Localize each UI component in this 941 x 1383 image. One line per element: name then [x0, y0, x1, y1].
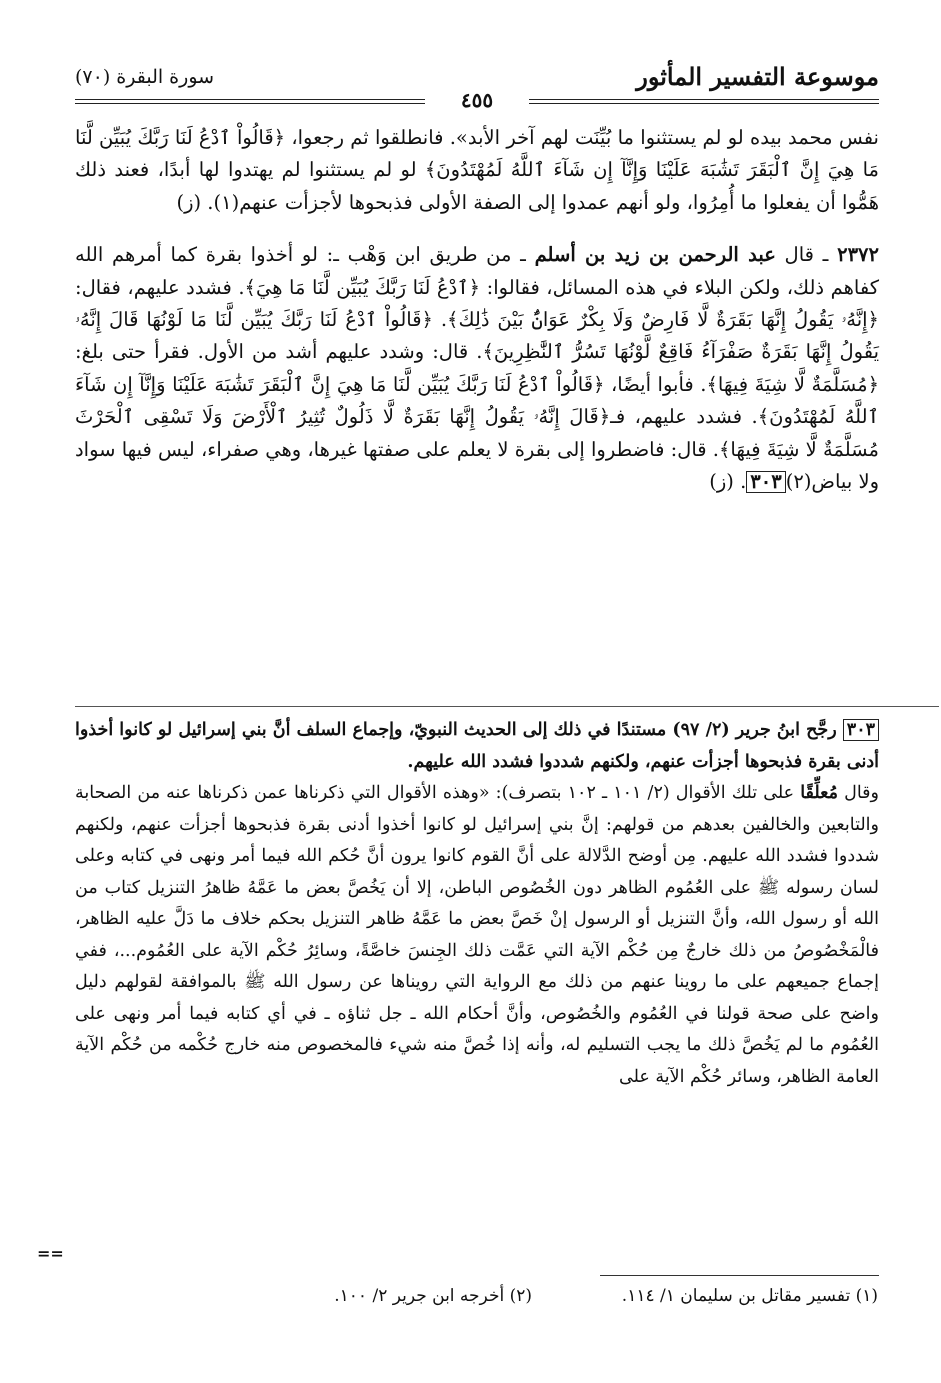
continuation-mark: == — [37, 1244, 64, 1263]
footnote-separator — [75, 706, 939, 707]
main-text — [75, 122, 879, 498]
footnotes-separator — [600, 1275, 879, 1276]
annotation-line2-lead: وقال — [838, 783, 879, 803]
narration-end: . (ز) — [709, 470, 747, 494]
narrator-name: عبد الرحمن بن زيد بن أسلم — [534, 243, 776, 267]
book-title: موسوعة التفسير المأثور — [636, 62, 879, 91]
annotation-ref: ٣٠٣ — [746, 471, 785, 493]
annotation-lead: رجَّح — [799, 720, 843, 740]
annotation-para-1 — [75, 715, 879, 778]
paragraph-continuation — [75, 122, 879, 219]
annotation-line1: (٢/ ٩٧) مستندًا في ذلك إلى الحديث النبويّ، وإجماع السلف أنَّ بني إسرائيل لو كانوا أخذوا أدنى بقرة فذبحوها أجزأت عنهم، ولكنهم شددوا فشدد الله عليهم. — [75, 720, 879, 772]
annotation-author: ابنُ جرير — [735, 720, 800, 740]
annotation-box — [75, 715, 879, 1093]
annotation-number: ٣٠٣ — [843, 719, 879, 741]
narration-prefix: ـ قال — [775, 243, 838, 267]
narration-2372 — [75, 239, 879, 498]
paragraph-text: نفس محمد بيده لو لم يستثنوا ما بُيِّنَت لهم آخر الأبد». فانطلقوا ثم رجعوا، ﴿قَالُواْ ٱدْعُ لَنَا رَبَّكَ يُبَيِّن لَّنَا مَا هِيَ إِنَّ ٱلْبَقَرَ تَشَٰبَهَ عَلَيْنَا وَإِنَّآ إِن شَآءَ ٱللَّهُ لَمُهْتَدُونَ﴾ لو لم يستثنوا لم يهتدوا لها أبدًا، فعند ذلك هَمُّوا أن يفعلوا ما أُمِرُوا، ولو أنهم عمدوا إلى الصفة الأولى فذبحوها لأجزأت عنهم(١). (ز) — [75, 126, 879, 214]
narration-text: ـ من طريق ابن وَهْب ـ: لو أخذوا بقرة كما أمرهم الله كفاهم ذلك، ولكن البلاء في هذه المسائل، فقالوا: ﴿ٱدْعُ لَنَا رَبَّكَ يُبَيِّن لَّنَا مَا هِيَ﴾. فشدد عليهم، فقال: ﴿إِنَّهُۥ يَقُولُ إِنَّهَا بَقَرَةٌ لَّا فَارِضٌ وَلَا بِكْرٌ عَوَانٌۢ بَيْنَ ذَٰلِكَ﴾. ﴿قَالُواْ ٱدْعُ لَنَا رَبَّكَ يُبَيِّن لَّنَا مَا لَوْنُهَا قَالَ إِنَّهُۥ يَقُولُ إِنَّهَا بَقَرَةٌ صَفْرَآءُ فَاقِعٌ لَّوْنُهَا تَسُرُّ ٱلنَّٰظِرِينَ﴾. قال: وشدد عليهم أشد من الأول. فقرأ حتى بلغ: ﴿مُسَلَّمَةٌ لَّا شِيَةَ فِيهَا﴾. فأبوا أيضًا، ﴿قَالُواْ ٱدْعُ لَنَا رَبَّكَ يُبَيِّن لَّنَا مَا هِيَ إِنَّ ٱلْبَقَرَ تَشَٰبَهَ عَلَيْنَا وَإِنَّآ إِن شَآءَ ٱللَّهُ لَمُهْتَدُونَ﴾. فشدد عليهم، فـ﴿قَالَ إِنَّهُۥ يَقُولُ إِنَّهَا بَقَرَةٌ لَّا ذَلُولٌ تُثِيرُ ٱلْأَرْضَ وَلَا تَسْقِى ٱلْحَرْثَ مُسَلَّمَةٌ لَّا شِيَةَ فِيهَا﴾. قال: فاضطروا إلى بقرة لا يعلم على صفتها غيرها، وهي صفراء، ليس فيها سواد ولا بياض(٢) — [75, 243, 879, 494]
header-rule — [75, 88, 879, 112]
annotation-line2-bold: مُعلِّقًا — [800, 783, 838, 803]
annotation-para-2 — [75, 778, 879, 1093]
footnote-1: (١) تفسير مقاتل بن سليمان ١/ ١١٤. — [621, 1286, 878, 1306]
surah-label: سورة البقرة (٧٠) — [75, 66, 215, 88]
annotation-line2: على تلك الأقوال (٢/ ١٠١ ـ ١٠٢ بتصرف): «وهذه الأقوال التي ذكرناها عمن ذكرناها عنه من الصحابة والتابعين والخالفين بعدهم من قولهم: إنَّ بني إسرائيل لو كانوا أخذوا أدنى بقرة فذبحوها أجزأت عنهم، ولكنهم شددوا فشدد الله عليهم. مِن أوضح الدَّلالة على أنَّ القوم كانوا يرون أنَّ حُكم الله فيما أمر ونهى في كتابه وعلى لسان رسوله ﷺ على العُمُوم الظاهر دون الخُصُوص الباطن، إلا أن يَخُصَّ بعض ما عَمَّهُ ظاهرُ التنزيل كتاب من الله أو رسول الله، وأنَّ التنزيل أو الرسول إنْ خَصَّ بعض ما عَمَّهُ ظاهر التنزيل بحكم خلاف ما دَلَّ عليه الظاهر، فالْمَخْصُوصُ من ذلك خارجٌ مِن حُكْم الآية التي عَمَّت ذلك الجِنسَ خاصَّةً، وسائِرُ حُكْم الآية على العُمُوم...، ففي إجماع جميعهم على ما روينا عنهم من ذلك مع الرواية التي رويناها عن رسول الله ﷺ بالموافقة لقولهم دليل واضح على صحة قولنا في العُمُوم والخُصُوص، وأنَّ أحكام الله ـ جل ثناؤه ـ في أي كتابه فيما أمر ونهى على العُمُوم ما لم يَخُصَّ ذلك ما يجب التسليم له، وأنه إذا خُصَّ منه شيء فالمخصوص منه خارج حُكْمه من حُكْم الآية العامة الظاهر، وسائر حُكْم الآية على — [75, 783, 879, 1087]
footnote-2: (٢) أخرجه ابن جرير ٢/ ١٠٠. — [334, 1286, 532, 1306]
narration-number: ٢٣٧٢ — [837, 243, 879, 267]
page-number: ٤٥٥ — [451, 88, 503, 112]
running-header — [75, 62, 879, 112]
